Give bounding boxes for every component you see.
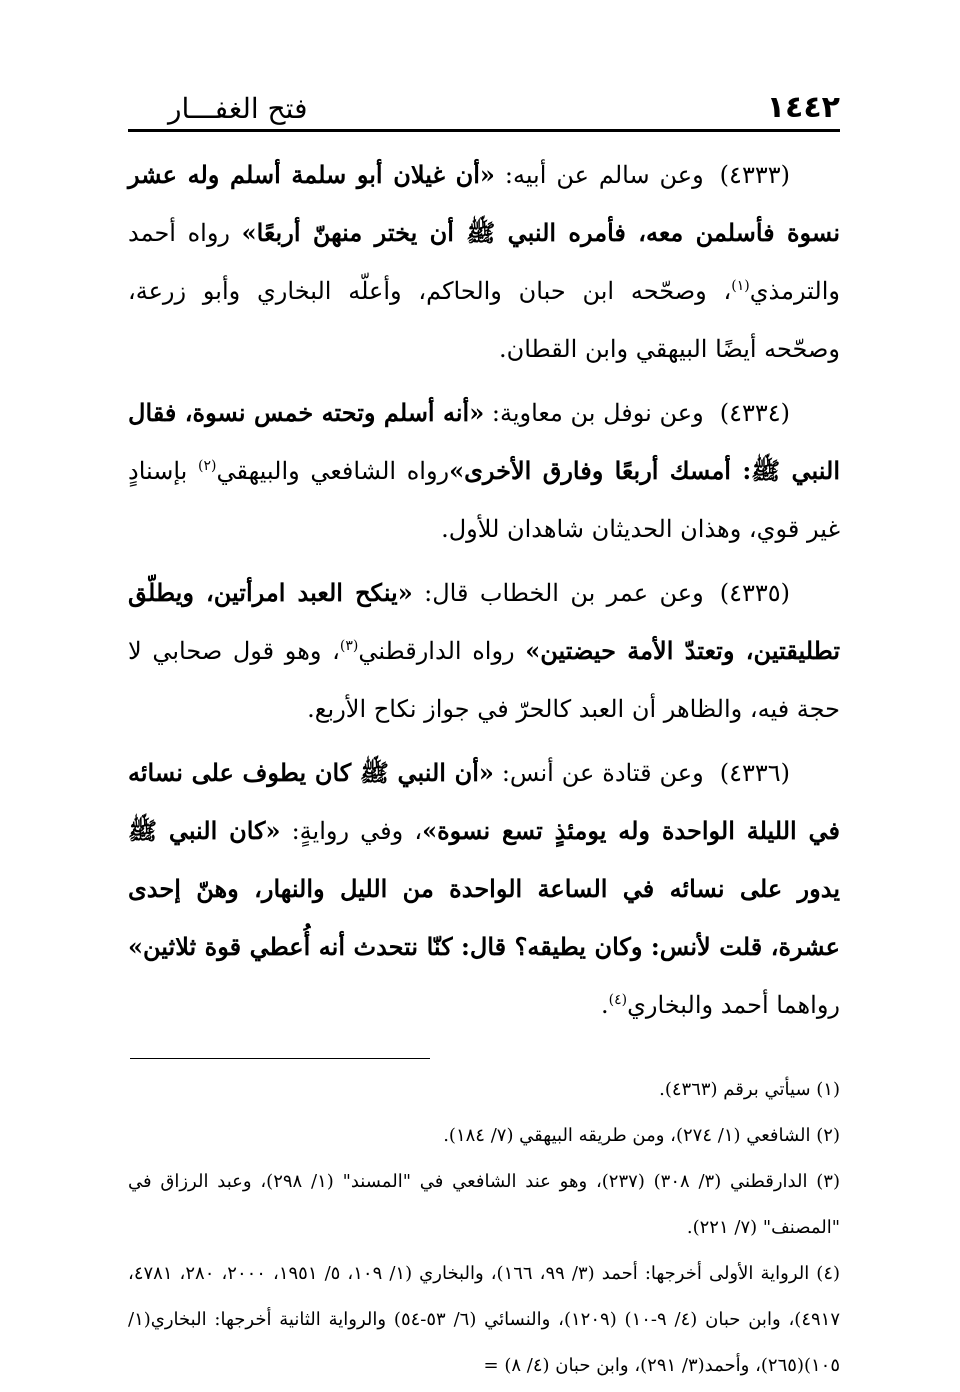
hadith-text-alt: «كان النبي ﷺ يدور على نسائه في الساعة الواحدة من الليل والنهار، وهنّ إحدى عشرة، قلت لأنس: وكان يطيقه؟ قال: كنّا نتحدث أنه أُعطي قوة ثلاثين» xyxy=(128,816,840,961)
hadith-end: . xyxy=(600,991,609,1019)
hadith-4335 xyxy=(128,564,840,738)
footnotes xyxy=(128,1067,840,1389)
footnote-2: (٢) الشافعي (١/ ٢٧٤)، ومن طريقه البيهقي (٧/ ١٨٤). xyxy=(443,1125,840,1146)
page-header xyxy=(128,88,840,132)
footnote-3: (٣) الدارقطني (٣/ ٣٠٨) (٢٣٧)، وهو عند الشافعي في "المسند" (١/ ٢٩٨)، وعبد الرزاق في "المصنف" (٧/ ٢٢١). xyxy=(128,1171,840,1238)
footnote-ref[interactable]: (٣) xyxy=(339,638,359,654)
hadith-source: رواهما أحمد والبخاري xyxy=(627,991,840,1019)
footnote-ref[interactable]: (٤) xyxy=(608,992,628,1008)
hadith-text: «أن النبي ﷺ كان يطوف على نسائه في الليلة الواحدة وله يومئذٍ تسع نسوة» xyxy=(128,758,840,845)
footnote-ref[interactable]: (١) xyxy=(731,278,750,294)
hadith-intro: وعن نوفل بن معاوية: xyxy=(484,399,704,427)
book-page xyxy=(128,88,840,1389)
hadith-source: رواه أحمد والترمذي xyxy=(128,219,840,305)
hadith-number: (٤٣٣٣) xyxy=(719,161,790,189)
footnote-4: (٤) الرواية الأولى أخرجها: أحمد (٣/ ٩٩، ١٦٦)، والبخاري (١/ ١٠٩، ٥/ ١٩٥١، ٢٠٠٠، ٢٨٠، ٤٧٨١، ٤٩١٧)، وابن حبان (٤/ ٩-١٠) (١٢٠٩)، والنسائي (٦/ ٥٣-٥٤) والرواية الثانية أخرجها: البخاري(١/ ١٠٥)(٢٦٥)، وأحمد(٣/ ٢٩١)، وابن حبان (٤/ ٨) = xyxy=(128,1263,841,1376)
hadith-list xyxy=(128,146,840,1034)
running-title: فتح الغفـــار xyxy=(168,92,308,125)
hadith-4334 xyxy=(128,384,840,558)
hadith-4333 xyxy=(128,146,840,378)
hadith-intro: وعن سالم عن أبيه: xyxy=(494,161,704,189)
hadith-text: «ينكح العبد امرأتين، ويطلّق تطليقتين، وتعتدّ الأمة حيضتين» xyxy=(128,578,841,665)
footnote-separator xyxy=(130,1058,430,1059)
hadith-connector: ، وفي روايةٍ: xyxy=(280,817,423,845)
hadith-intro: وعن قتادة عن أنس: xyxy=(493,759,704,787)
hadith-commentary: ، وهو قول صحابي لا حجة فيه، والظاهر أن العبد كالحرّ في جواز نكاح الأربع. xyxy=(128,637,840,723)
hadith-text: «أن غيلان أبو سلمة أسلم وله عشر نسوة فأسلمن معه، فأمره النبي ﷺ أن يختر منهنّ أربعًا» xyxy=(128,160,841,247)
hadith-source: رواه الدارقطني xyxy=(358,637,526,665)
footnote-ref[interactable]: (٢) xyxy=(197,458,217,474)
hadith-number: (٤٣٣٤) xyxy=(719,399,791,427)
hadith-number: (٤٣٣٦) xyxy=(719,759,790,787)
hadith-text: «أنه أسلم وتحته خمس نسوة، فقال النبي ﷺ: أمسك أربعًا وفارق الأخرى» xyxy=(128,398,840,485)
page-number: ١٤٤٢ xyxy=(766,90,840,125)
hadith-intro: وعن عمر بن الخطاب قال: xyxy=(412,579,704,607)
hadith-commentary: بإسنادٍ غير قوي، وهذان الحديثان شاهدان للأول. xyxy=(128,457,840,543)
hadith-source: رواه الشافعي والبيهقي xyxy=(216,457,450,485)
hadith-number: (٤٣٣٥) xyxy=(719,579,791,607)
hadith-commentary: ، وصحّحه ابن حبان والحاكم، وأعلّه البخاري وأبو زرعة، وصحّحه أيضًا البيهقي وابن القطان. xyxy=(128,277,840,363)
footnote-1: (١) سيأتي برقم (٤٣٦٣). xyxy=(659,1079,840,1100)
header-rule xyxy=(128,129,840,132)
hadith-4336 xyxy=(128,744,840,1034)
